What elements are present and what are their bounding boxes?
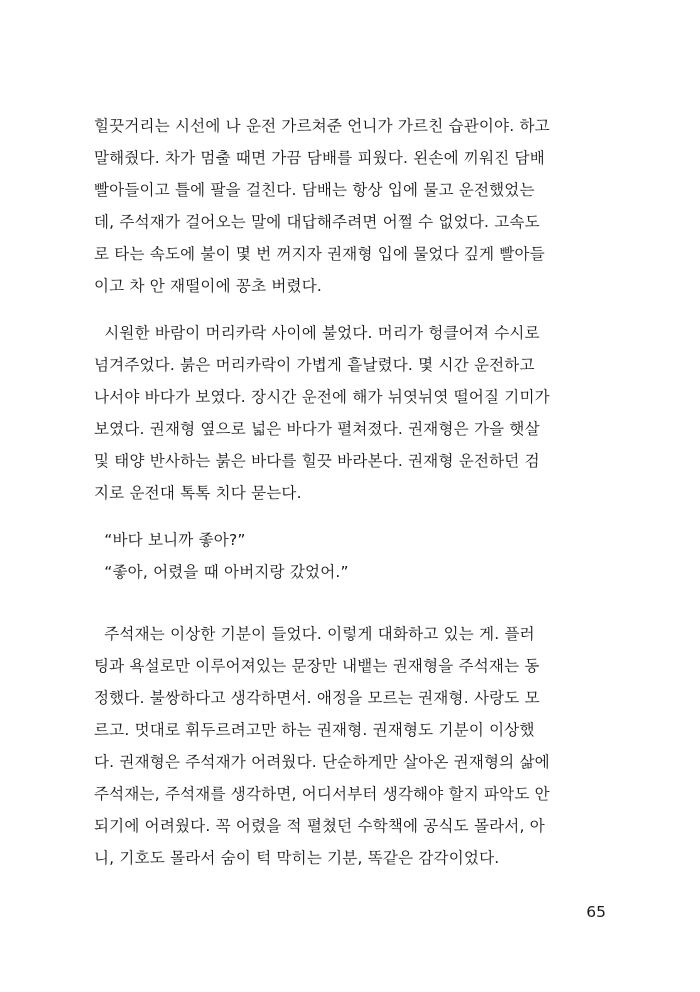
page-number: 65: [586, 903, 606, 921]
text-line: 및 태양 반사하는 붉은 바다를 힐끗 바라본다. 권재형 운전하던 검: [94, 452, 540, 470]
text-line: 데, 주석재가 걸어오는 말에 대답해주려면 어쩔 수 없었다. 고속도: [94, 213, 540, 231]
text-line: 니, 기호도 몰라서 숨이 턱 막히는 기분, 똑같은 감각이었다.: [94, 849, 500, 867]
text-line: 로 타는 속도에 불이 몇 번 꺼지자 권재형 입에 물었다 깊게 빨아들: [94, 245, 545, 263]
text-line: 시원한 바람이 머리카락 사이에 불었다. 머리가 헝클어져 수시로: [94, 324, 540, 342]
dialogue-line: “좋아, 어렸을 때 아버지랑 갔었어.”: [94, 563, 349, 581]
paragraph-1: [94, 110, 608, 302]
text-line: 르고. 멋대로 휘두르려고만 하는 권재형. 권재형도 기분이 이상했: [94, 721, 535, 739]
text-line: 보였다. 권재형 옆으로 넓은 바다가 펼쳐졌다. 권재형은 가을 햇살: [94, 420, 540, 438]
text-line: 주석재는 이상한 기분이 들었다. 이렇게 대화하고 있는 게. 플러: [94, 625, 535, 643]
text-line: 나서야 바다가 보였다. 장시간 운전에 해가 뉘엿뉘엿 떨어질 기미가: [94, 388, 550, 406]
text-line: 이고 차 안 재떨이에 꽁초 버렸다.: [94, 277, 323, 295]
paragraph-4: [94, 618, 608, 874]
dialogue-line: “바다 보니까 좋아?”: [94, 531, 246, 549]
text-line: 말해줬다. 차가 멈출 때면 가끔 담배를 피웠다. 왼손에 끼워진 담배: [94, 149, 545, 167]
paragraph-2: [94, 317, 608, 509]
text-line: 힐끗거리는 시선에 나 운전 가르쳐준 언니가 가르친 습관이야. 하고: [94, 117, 550, 135]
text-line: 빨아들이고 틀에 팔을 걸친다. 담배는 항상 입에 물고 운전했었는: [94, 181, 535, 199]
text-line: 다. 권재형은 주석재가 어려웠다. 단순하게만 살아온 권재형의 삶에: [94, 753, 550, 771]
text-line: 정했다. 불쌍하다고 생각하면서. 애정을 모르는 권재형. 사랑도 모: [94, 689, 540, 707]
text-line: 넘겨주었다. 붉은 머리카락이 가볍게 흩날렸다. 몇 시간 운전하고: [94, 356, 535, 374]
text-line: 되기에 어려웠다. 꼭 어렸을 적 펼쳤던 수학책에 공식도 몰라서, 아: [94, 817, 545, 835]
dialogue-block: [94, 524, 608, 588]
text-line: 지로 운전대 톡톡 치다 묻는다.: [94, 484, 302, 502]
text-line: 팅과 욕설로만 이루어져있는 문장만 내뱉는 권재형을 주석재는 동: [94, 657, 540, 675]
text-line: 주석재는, 주석재를 생각하면, 어디서부터 생각해야 할지 파악도 안: [94, 785, 550, 803]
